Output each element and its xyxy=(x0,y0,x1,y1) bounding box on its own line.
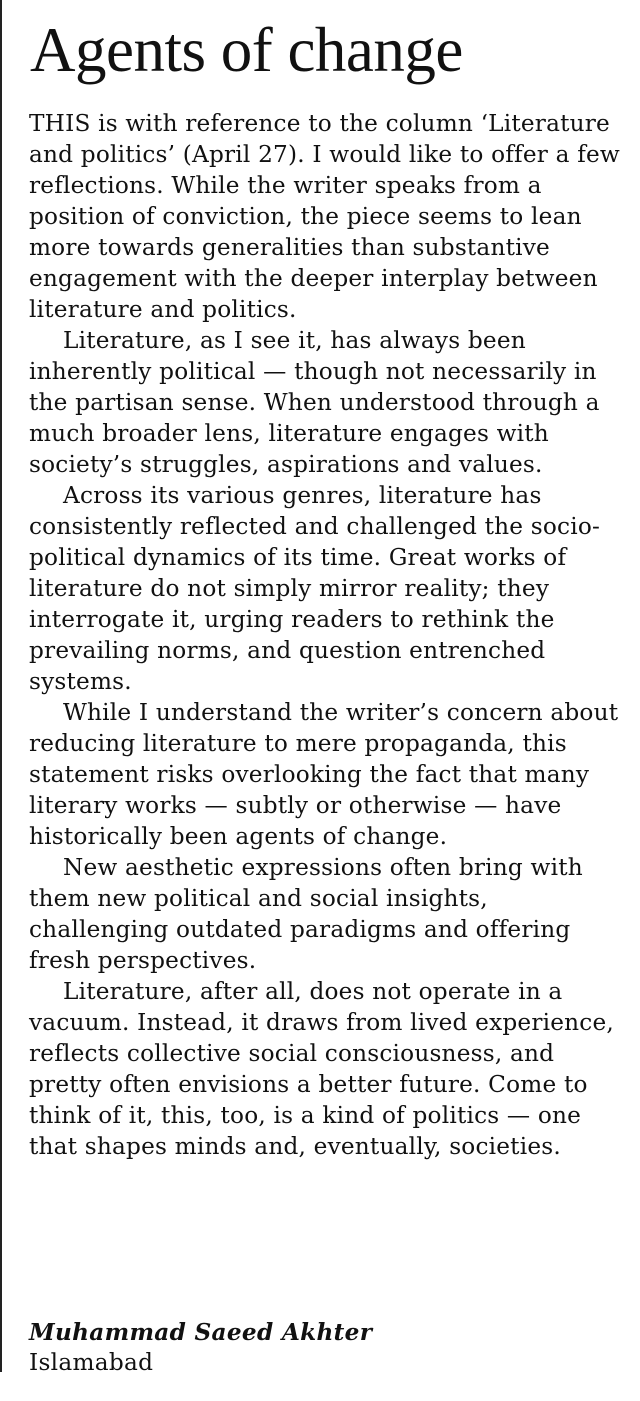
author-city: Islamabad xyxy=(29,1349,154,1376)
paragraph: THIS is with reference to the column ‘Literature and politics’ (April 27). I would like to offer a few reflections. While the writer speaks from a position of conviction, the piece seems to lean more towards generalities than substantive engagement with the deeper interplay between literature and politics. xyxy=(29,110,620,323)
paragraph: While I understand the writer’s concern about reducing literature to mere propaganda, this statement risks overlooking the fact that many literary works — subtly or otherwise — have historically been agents of change. xyxy=(29,699,619,850)
letter-body xyxy=(29,108,623,1162)
column-rule xyxy=(0,0,2,1372)
author-name: Muhammad Saeed Akhter xyxy=(29,1319,373,1346)
signoff xyxy=(29,1318,372,1378)
headline: Agents of change xyxy=(30,15,463,85)
paragraph: New aesthetic expressions often bring with them new political and social insights, challenging outdated paradigms and offering fresh perspectives. xyxy=(29,854,583,974)
paragraph: Literature, as I see it, has always been inherently political — though not necessarily in the partisan sense. When understood through a much broader lens, literature engages with society’s struggles, aspirations and values. xyxy=(29,327,600,478)
paragraph: Across its various genres, literature has consistently reflected and challenged the socio-political dynamics of its time. Great works of literature do not simply mirror reality; they interrogate it, urging readers to rethink the prevailing norms, and question entrenched systems. xyxy=(29,482,601,695)
paragraph: Literature, after all, does not operate in a vacuum. Instead, it draws from lived experience, reflects collective social consciousness, and pretty often envisions a better future. Come to think of it, this, too, is a kind of politics — one that shapes minds and, eventually, societies. xyxy=(29,978,614,1160)
